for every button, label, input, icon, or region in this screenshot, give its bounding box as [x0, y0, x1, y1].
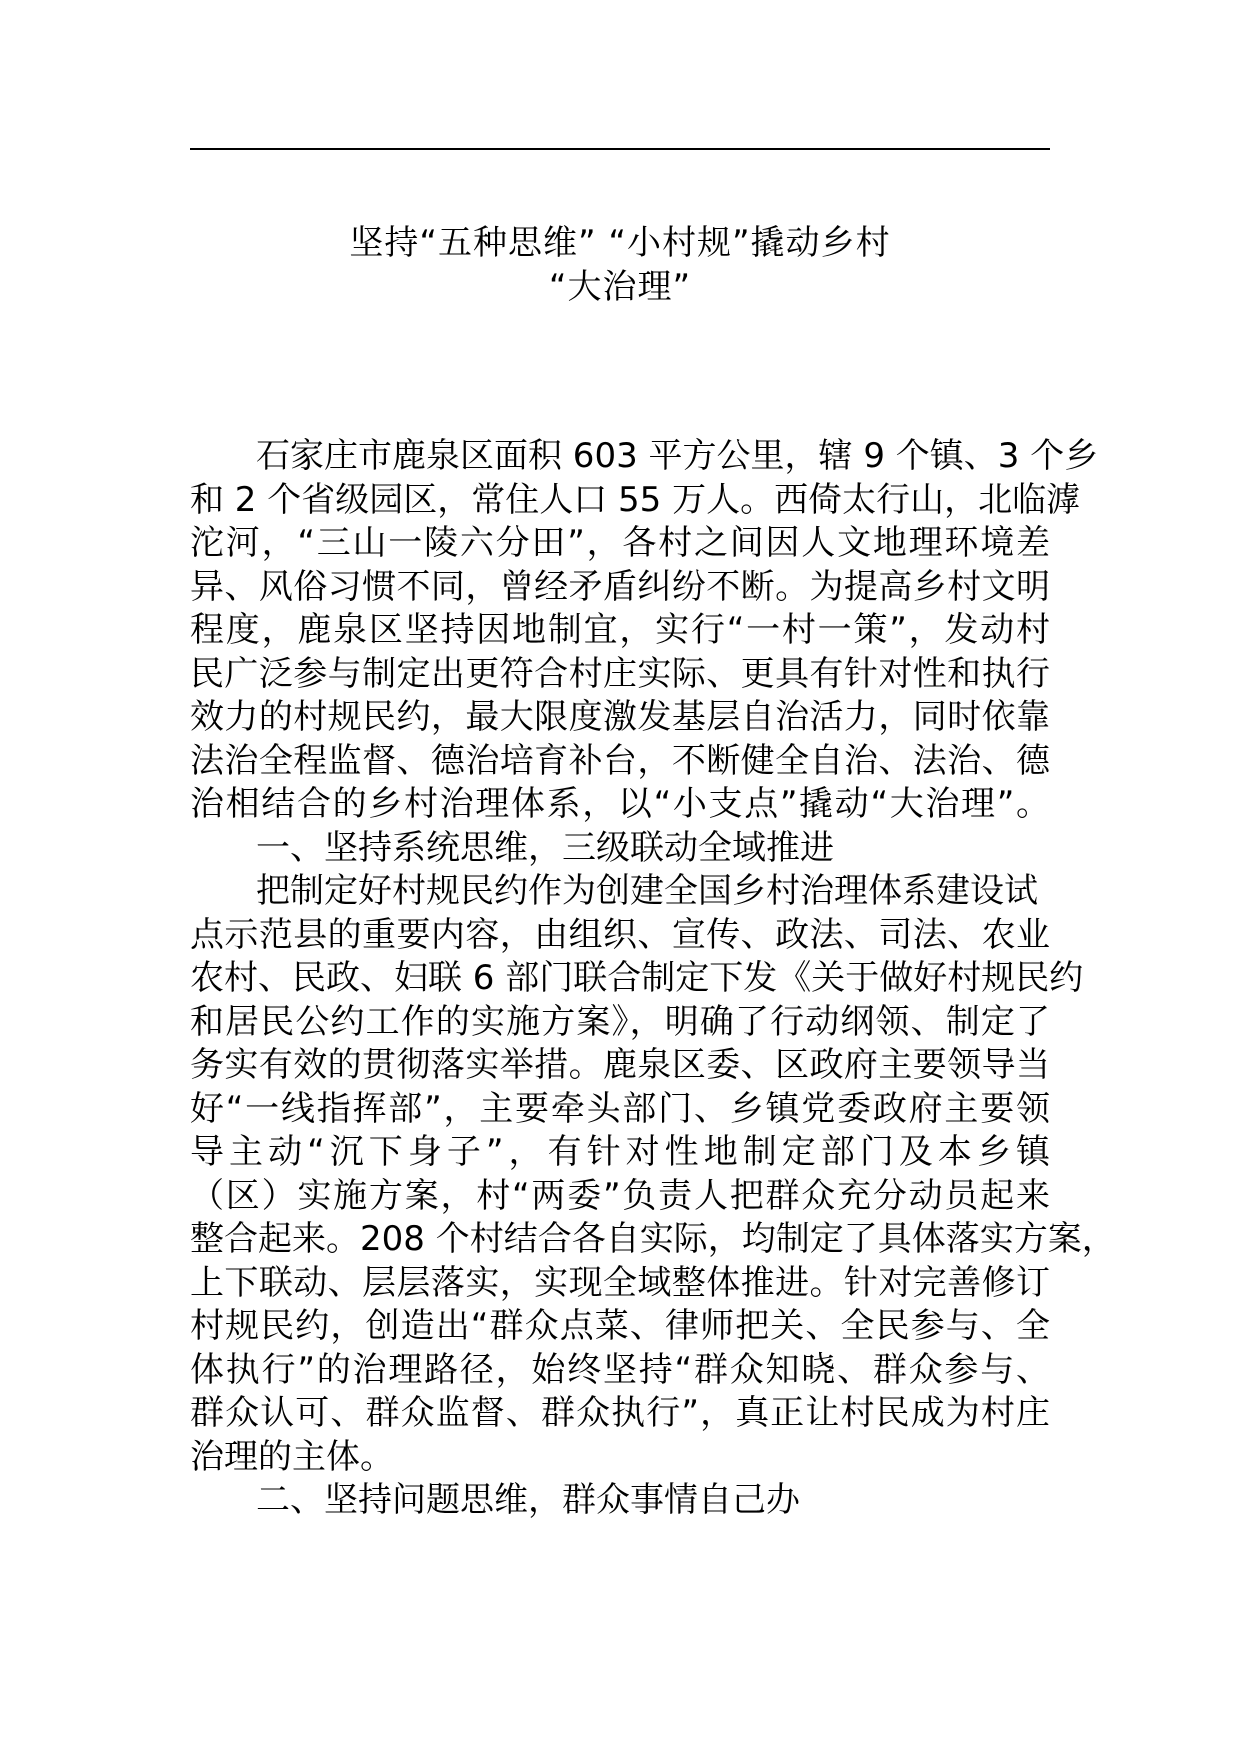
body-line: 和居民公约工作的实施方案》，明确了行动纲领、制定了	[190, 1001, 1050, 1042]
body-line: 治理的主体。	[190, 1436, 394, 1477]
title-line-1: 坚持“五种思维” “小村规”撬动乡村	[349, 223, 891, 263]
header-rule	[190, 148, 1050, 150]
body-line: 效力的村规民约，最大限度激发基层自治活力，同时依靠	[190, 697, 1050, 737]
body-line: 法治全程监督、德治培育补台，不断健全自治、法治、德	[190, 740, 1050, 781]
body-line: 程度，鹿泉区坚持因地制宜，实行“一村一策”，发动村	[190, 610, 1050, 650]
body-line: 石家庄市鹿泉区面积 603 平方公里，辖 9 个镇、3 个乡	[256, 436, 1099, 476]
body-line: 民广泛参与制定出更符合村庄实际、更具有针对性和执行	[190, 653, 1050, 694]
body-line: 把制定好村规民约作为创建全国乡村治理体系建设试	[256, 871, 1038, 911]
section-heading-2: 二、坚持问题思维，群众事情自己办	[256, 1480, 800, 1520]
body-line: 异、风俗习惯不同，曾经矛盾纠纷不断。为提高乡村文明	[190, 566, 1050, 607]
body-line: 沱河，“三山一陵六分田”，各村之间因人文地理环境差	[190, 523, 1050, 563]
body-line: 点示范县的重要内容，由组织、宣传、政法、司法、农业	[190, 914, 1050, 955]
body-line: 和 2 个省级园区，常住人口 55 万人。西倚太行山，北临滹	[190, 479, 1081, 520]
body-line: 体执行”的治理路径，始终坚持“群众知晓、群众参与、	[190, 1349, 1050, 1390]
body-line: 导主动“沉下身子”，有针对性地制定部门及本乡镇	[190, 1132, 1050, 1172]
body-line: 好“一线指挥部”，主要牵头部门、乡镇党委政府主要领	[190, 1088, 1050, 1129]
title-line-2: “大治理”	[548, 266, 692, 307]
body-line: 务实有效的贯彻落实举措。鹿泉区委、区政府主要领导当	[190, 1045, 1050, 1085]
body-line: 整合起来。208 个村结合各自实际，均制定了具体落实方案，	[190, 1219, 1116, 1259]
body-line: 上下联动、层层落实，实现全域整体推进。针对完善修订	[190, 1262, 1050, 1303]
body-line: （区）实施方案，村“两委”负责人把群众充分动员起来	[190, 1175, 1050, 1216]
document-title	[190, 222, 1050, 309]
body-line: 村规民约，创造出“群众点菜、律师把关、全民参与、全	[190, 1306, 1050, 1346]
body-line: 治相结合的乡村治理体系，以“小支点”撬动“大治理”。	[190, 784, 1050, 824]
section-heading-1: 一、坚持系统思维，三级联动全域推进	[256, 827, 834, 868]
body-line: 农村、民政、妇联 6 部门联合制定下发《关于做好村规民约	[190, 958, 1084, 998]
body-line: 群众认可、群众监督、群众执行”，真正让村民成为村庄	[190, 1393, 1050, 1433]
document-body	[190, 435, 1116, 1523]
